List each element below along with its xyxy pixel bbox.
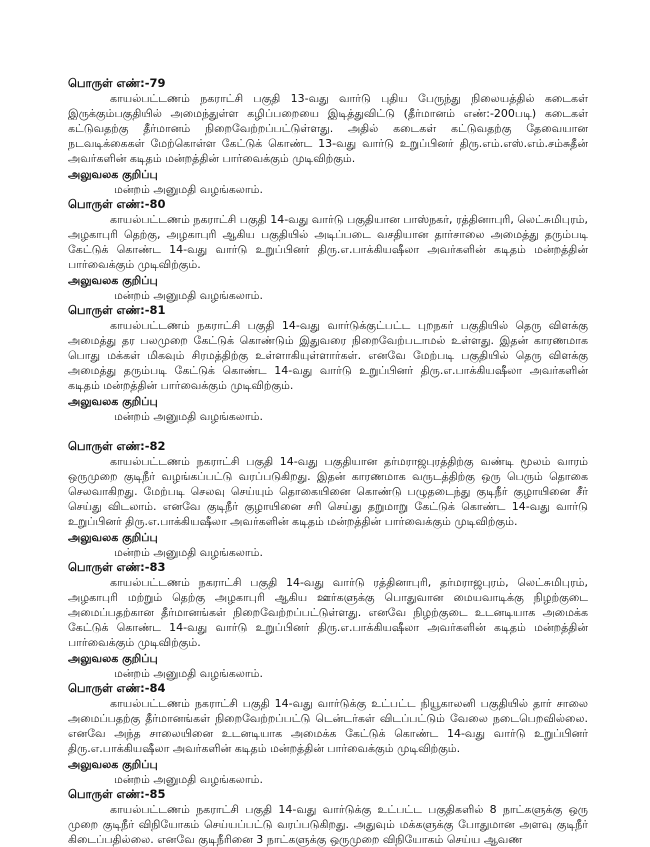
office-note-label: அலுவலக குறிப்பு — [68, 531, 158, 544]
office-note-label: அலுவலக குறிப்பு — [68, 758, 158, 771]
item-body: காயல்பட்டணம் நகராட்சி பகுதி 14-வது வார்டு பகுதியான பாஸ்நகர், ரத்தினாபுரி, லெட்சுமிபுரம், அழகாபுரி தெற்கு, அழகாபுரி ஆகிய பகுதியில் அடிப்படை வசதியான தார்சாலை அமைத்து தரும்படி கேட்டுக் கொண்ட 14-வது வார்டு உறுப்பினர் திரு.எ.பாக்கியஷீலா அவர்களின் கடிதம் மன்றத்தின் பார்வைக்கும் முடிவிற்கும். — [68, 213, 588, 271]
office-note-text: மன்றம் அனுமதி வழங்கலாம். — [114, 410, 263, 423]
item-body: காயல்பட்டணம் நகராட்சி பகுதி 14-வது வார்டு ரத்தினாபுரி, தர்மராஜபுரம், லெட்சுமிபுரம், அழகாபுரி மற்றும் தெற்கு அழகாபுரி ஆகிய ஊர்களுக்கு பொதுவான மையவாடிக்கு நிழற்குடை அமைப்பதற்கான தீர்மானங்கள் நிறைவேற்றப்பட்டுள்ளது. எனவே நிழற்குடை உடனடியாக அமைக்க கேட்டுக் கொண்ட 14-வது வார்டு உறுப்பினர் திரு.எ.பாக்கியஷீலா அவர்களின் கடிதம் மன்றத்தின் பார்வைக்கும் முடிவிற்கும். — [68, 576, 588, 649]
agenda-item-80 — [68, 197, 588, 303]
office-note-text: மன்றம் அனுமதி வழங்கலாம். — [114, 289, 263, 302]
agenda-item-85 — [68, 787, 588, 847]
agenda-item-79 — [68, 76, 588, 197]
item-heading: பொருள் எண்:-84 — [68, 681, 166, 695]
agenda-item-83 — [68, 560, 588, 681]
item-body: காயல்பட்டணம் நகராட்சி பகுதி 14-வது வார்டுக்குட்பட்ட புறநகர் பகுதியில் தெரு விளக்கு அமைத்து தர பலமுறை கேட்டுக் கொண்டும் இதுவரை நிறைவேற்படாமல் உள்ளது. இதன் காரணமாக பொது மக்கள் மிகவும் சிரமத்திற்கு உள்ளாகியுள்ளார்கள். எனவே மேற்படி பகுதியில் தெரு விளக்கு அமைத்து தரும்படி கேட்டுக் கொண்ட 14-வது வார்டு உறுப்பினர் திரு.எ.பாக்கியஷீலா அவர்களின் கடிதம் மன்றத்தின் பார்வைக்கும் முடிவிற்கும். — [68, 319, 588, 392]
office-note-text: மன்றம் அனுமதி வழங்கலாம். — [114, 667, 263, 680]
office-note-label: அலுவலக குறிப்பு — [68, 652, 158, 665]
agenda-item-82 — [68, 439, 588, 560]
item-heading: பொருள் எண்:-80 — [68, 197, 166, 211]
office-note-label: அலுவலக குறிப்பு — [68, 168, 158, 181]
item-heading: பொருள் எண்:-79 — [68, 76, 166, 90]
office-note-label: அலுவலக குறிப்பு — [68, 395, 158, 408]
item-body: காயல்பட்டணம் நகராட்சி பகுதி 14-வது பகுதியான தர்மராஜபுரத்திற்கு வண்டி மூலம் வாரம் ஒருமுறை குடிநீர் வழங்கப்பட்டு வரப்படுகிறது. இதன் காரணமாக வருடத்திற்கு ஒரு பெரும் தொகை செலவாகிறது. மேற்படி செலவு செய்யும் தொகையினை கொண்டு பழுதடைந்து குடிநீர் குழாயினை சீர் செய்து விடலாம். எனவே குடிநீர் குழாயினை சரி செய்து தறுமாறு கேட்டுக் கொண்ட 14-வது வார்டு உறுப்பினர் திரு.எ.பாக்கியஷீலா அவர்களின் கடிதம் மன்றத்தின் பார்வைக்கும் முடிவிற்கும். — [68, 455, 588, 528]
office-note-text: மன்றம் அனுமதி வழங்கலாம். — [114, 546, 263, 559]
item-body: காயல்பட்டணம் நகராட்சி பகுதி 13-வது வார்டு புதிய பேருந்து நிலையத்தில் கடைகள் இருக்கும்பகுதியில் அமைந்துள்ள கழிப்பறையை இடித்துவிட்டு (தீர்மானம் எண்:-200படி) கடைகள் கட்டுவதற்கு தீர்மானம் நிறைவேற்றப்பட்டுள்ளது. அதில் கடைகள் கட்டுவதற்கு தேவையான நடவடிக்கைகள் மேற்கொள்ள கேட்டுக் கொண்ட 13-வது வார்டு உறுப்பினர் திரு.எம்.எஸ்.எம்.சம்சுதீன் அவர்களின் கடிதம் மன்றத்தின் பார்வைக்கும் முடிவிற்கும். — [68, 92, 588, 165]
item-body: காயல்பட்டணம் நகராட்சி பகுதி 14-வது வார்டுக்கு உட்பட்ட பகுதிகளில் 8 நாட்களுக்கு ஒரு முறை குடிநீர் விநியோகம் செய்யப்பட்டு வரப்படுகிறது. அதுவும் மக்களுக்கு போதுமான அளவு குடிநீர் கிடைப்பதில்லை. எனவே குடிநீரினை 3 நாட்களுக்கு ஒருமுறை விநியோகம் செய்ய ஆவண — [68, 803, 588, 846]
item-heading: பொருள் எண்:-81 — [68, 303, 166, 317]
item-body: காயல்பட்டணம் நகராட்சி பகுதி 14-வது வார்டுக்கு உட்பட்ட நியூகாலனி பகுதியில் தார் சாலை அமைப்பதற்கு தீர்மானங்கள் நிறைவேற்றப்பட்டு டென்டர்கள் விடப்பட்டும் வேலை நடைபெறவில்லை. எனவே அந்த சாலையினை உடனடியாக அமைக்க கேட்டுக் கொண்ட 14-வது வார்டு உறுப்பினர் திரு.எ.பாக்கியஷீலா அவர்களின் கடிதம் மன்றத்தின் பார்வைக்கும் முடிவிற்கும். — [68, 697, 588, 755]
agenda-item-81 — [68, 303, 588, 424]
item-heading: பொருள் எண்:-83 — [68, 560, 166, 574]
office-note-label: அலுவலக குறிப்பு — [68, 274, 158, 287]
office-note-text: மன்றம் அனுமதி வழங்கலாம். — [114, 183, 263, 196]
item-heading: பொருள் எண்:-82 — [68, 439, 166, 453]
item-heading: பொருள் எண்:-85 — [68, 787, 166, 801]
office-note-text: மன்றம் அனுமதி வழங்கலாம். — [114, 773, 263, 786]
agenda-item-84 — [68, 681, 588, 787]
